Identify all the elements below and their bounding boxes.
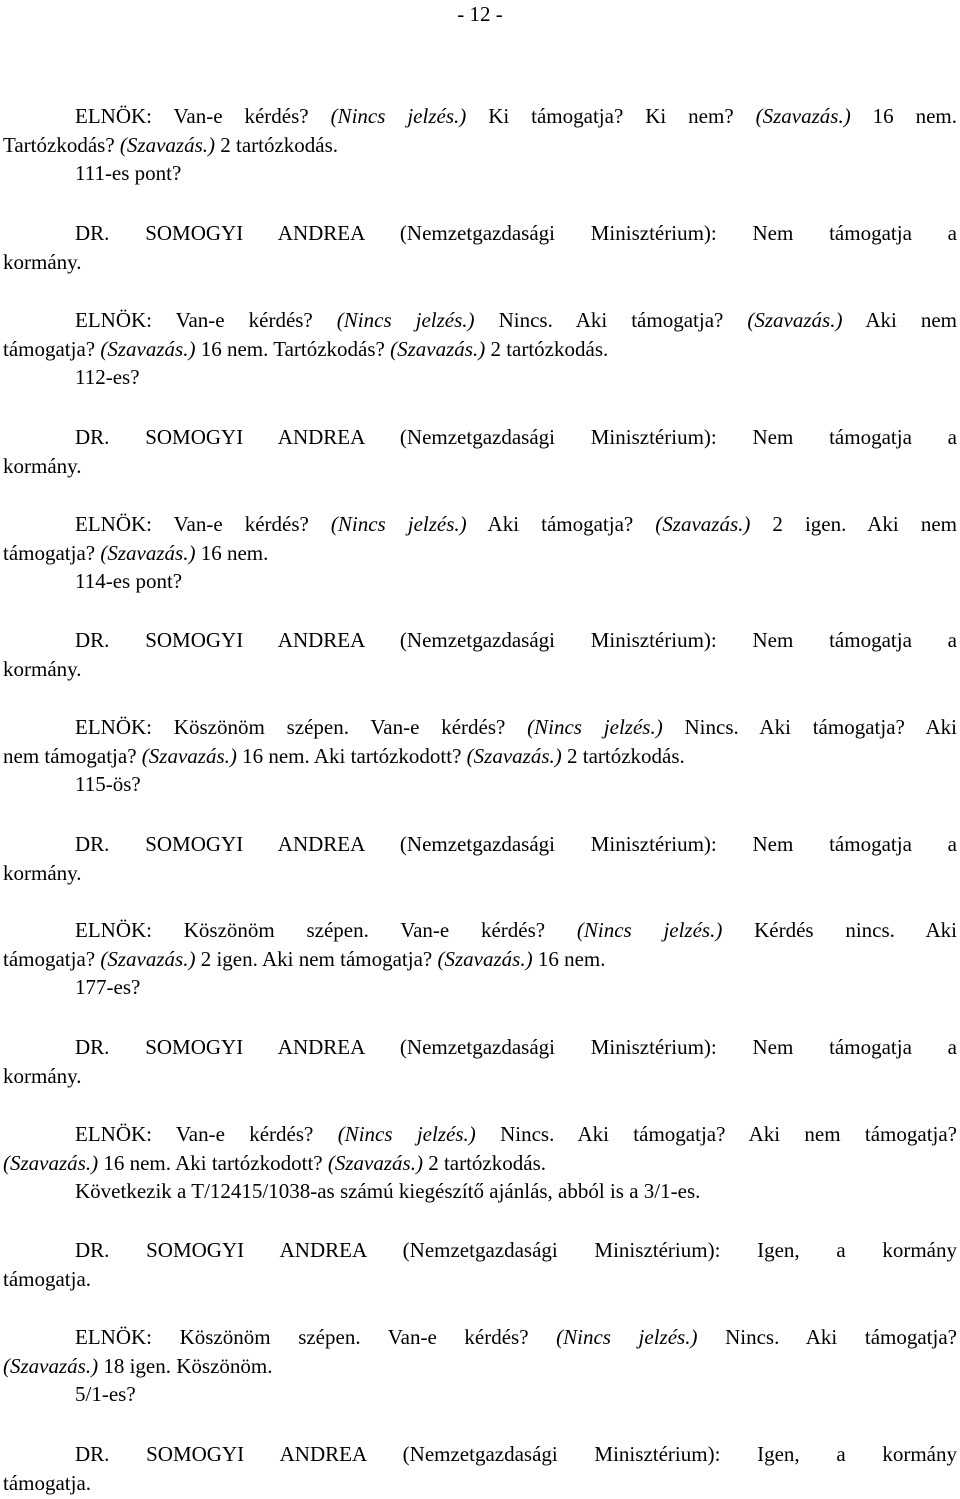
- text-line: [3, 1469, 957, 1498]
- text-line: [3, 306, 957, 335]
- text: DR. SOMOGYI ANDREA (Nemzetgazdasági Minisztérium): Nem támogatja a: [75, 832, 957, 856]
- text-line: [3, 452, 957, 481]
- text-line: [3, 1177, 957, 1206]
- text-line: [3, 1352, 957, 1381]
- text: kormány.: [3, 1063, 82, 1088]
- text: támogatja?: [3, 336, 101, 361]
- text-line: [3, 859, 957, 888]
- text: 16 nem. Aki tartózkodott?: [98, 1150, 328, 1175]
- italic-text: (Szavazás.): [3, 1150, 99, 1175]
- text: 16 nem.: [850, 104, 957, 128]
- text-line: [3, 1440, 957, 1469]
- italic-text: (Szavazás.): [747, 308, 843, 332]
- text-line: [3, 973, 957, 1002]
- italic-text: (Szavazás.): [100, 946, 196, 971]
- italic-text: (Szavazás.): [437, 946, 533, 971]
- text: DR. SOMOGYI ANDREA (Nemzetgazdasági Minisztérium): Igen, a kormány: [75, 1238, 957, 1262]
- italic-text: (Szavazás.): [327, 1150, 423, 1175]
- text-line: [3, 102, 957, 131]
- text-line: [3, 830, 957, 859]
- italic-text: (Szavazás.): [390, 336, 486, 361]
- paragraph: [3, 306, 957, 392]
- text: ELNÖK: Van-e kérdés?: [75, 104, 331, 128]
- text: nem támogatja?: [3, 743, 142, 768]
- text-line: [3, 159, 957, 188]
- text: Nincs. Aki támogatja? Aki nem támogatja?: [475, 1122, 958, 1146]
- text-line: [3, 131, 957, 160]
- text: Aki támogatja?: [466, 512, 656, 536]
- text-line: [3, 363, 957, 392]
- text: 2 tartózkodás.: [422, 1150, 546, 1175]
- text-line: [3, 626, 957, 655]
- text-line: [3, 248, 957, 277]
- text: Nincs. Aki támogatja?: [474, 308, 748, 332]
- text: 2 tartózkodás.: [485, 336, 609, 361]
- paragraph: [3, 713, 957, 799]
- text: 112-es?: [75, 365, 140, 390]
- text-line: [3, 1062, 957, 1091]
- text: kormány.: [3, 656, 82, 681]
- text: 5/1-es?: [75, 1382, 136, 1407]
- italic-text: (Szavazás.): [141, 743, 237, 768]
- text-line: [3, 1033, 957, 1062]
- text-line: [3, 539, 957, 568]
- paragraph: [3, 1323, 957, 1409]
- paragraph: [3, 1440, 957, 1497]
- text-line: [3, 423, 957, 452]
- text: támogatja.: [3, 1266, 92, 1291]
- text: DR. SOMOGYI ANDREA (Nemzetgazdasági Minisztérium): Nem támogatja a: [75, 425, 957, 449]
- text: Nincs. Aki támogatja?: [697, 1325, 957, 1349]
- italic-text: (Nincs jelzés.): [527, 715, 663, 739]
- text-line: [3, 655, 957, 684]
- paragraph: [3, 1120, 957, 1206]
- paragraph: [3, 830, 957, 887]
- italic-text: (Nincs jelzés.): [330, 512, 467, 536]
- text: Kérdés nincs. Aki: [722, 918, 957, 942]
- text: támogatja?: [3, 946, 101, 971]
- paragraph: [3, 1236, 957, 1293]
- text: ELNÖK: Van-e kérdés?: [75, 1122, 338, 1146]
- italic-text: (Szavazás.): [655, 512, 751, 536]
- italic-text: (Szavazás.): [100, 540, 196, 565]
- text: 115-ös?: [75, 772, 141, 797]
- text: DR. SOMOGYI ANDREA (Nemzetgazdasági Minisztérium): Nem támogatja a: [75, 1035, 957, 1059]
- text-line: [3, 510, 957, 539]
- italic-text: (Szavazás.): [119, 132, 215, 157]
- text: 16 nem.: [195, 540, 269, 565]
- text: 16 nem.: [532, 946, 606, 971]
- paragraph: [3, 626, 957, 683]
- text-line: [3, 916, 957, 945]
- text: DR. SOMOGYI ANDREA (Nemzetgazdasági Minisztérium): Igen, a kormány: [75, 1442, 957, 1466]
- text: Következik a T/12415/1038-as számú kiegészítő ajánlás, abból is a 3/1-es.: [75, 1179, 701, 1204]
- page-number: - 12 -: [457, 2, 503, 26]
- text: Tartózkodás?: [3, 132, 120, 157]
- text-line: [3, 945, 957, 974]
- paragraph: [3, 916, 957, 1002]
- text: ELNÖK: Köszönöm szépen. Van-e kérdés?: [75, 715, 528, 739]
- text-line: [3, 219, 957, 248]
- italic-text: (Szavazás.): [3, 1353, 99, 1378]
- text: 111-es pont?: [75, 161, 182, 186]
- text: támogatja.: [3, 1470, 92, 1495]
- paragraph: [3, 102, 957, 188]
- text: ELNÖK: Köszönöm szépen. Van-e kérdés?: [75, 918, 577, 942]
- text: DR. SOMOGYI ANDREA (Nemzetgazdasági Minisztérium): Nem támogatja a: [75, 628, 957, 652]
- paragraph: [3, 510, 957, 596]
- text: Nincs. Aki támogatja? Aki: [662, 715, 957, 739]
- text: 2 igen. Aki nem támogatja?: [195, 946, 438, 971]
- text: kormány.: [3, 453, 82, 478]
- text-line: [3, 1149, 957, 1178]
- text: Aki nem: [842, 308, 957, 332]
- text: ELNÖK: Van-e kérdés?: [75, 512, 331, 536]
- text: 2 tartózkodás.: [214, 132, 339, 157]
- text-line: [3, 1380, 957, 1409]
- text-line: [3, 742, 957, 771]
- text-line: [3, 713, 957, 742]
- text: 16 nem. Tartózkodás?: [195, 336, 391, 361]
- text-line: [3, 1323, 957, 1352]
- text: 177-es?: [75, 975, 141, 1000]
- text-line: [3, 1265, 957, 1294]
- text: kormány.: [3, 249, 82, 274]
- italic-text: (Nincs jelzés.): [337, 1122, 476, 1146]
- text: Ki támogatja? Ki nem?: [466, 104, 756, 128]
- paragraph: [3, 423, 957, 480]
- italic-text: (Nincs jelzés.): [336, 308, 475, 332]
- italic-text: (Nincs jelzés.): [330, 104, 467, 128]
- text: 2 igen. Aki nem: [750, 512, 957, 536]
- text-line: [3, 770, 957, 799]
- text: ELNÖK: Van-e kérdés?: [75, 308, 337, 332]
- paragraph: [3, 1033, 957, 1090]
- text: kormány.: [3, 860, 82, 885]
- text-line: [3, 1120, 957, 1149]
- text: 18 igen. Köszönöm.: [98, 1353, 273, 1378]
- italic-text: (Szavazás.): [755, 104, 851, 128]
- paragraph: [3, 219, 957, 276]
- italic-text: (Szavazás.): [100, 336, 196, 361]
- text: 114-es pont?: [75, 569, 183, 594]
- italic-text: (Nincs jelzés.): [556, 1325, 698, 1349]
- text-line: [3, 1236, 957, 1265]
- text: DR. SOMOGYI ANDREA (Nemzetgazdasági Minisztérium): Nem támogatja a: [75, 221, 957, 245]
- text: támogatja?: [3, 540, 101, 565]
- text: ELNÖK: Köszönöm szépen. Van-e kérdés?: [75, 1325, 557, 1349]
- text-line: [3, 335, 957, 364]
- text-line: [3, 567, 957, 596]
- text: 16 nem. Aki tartózkodott?: [236, 743, 467, 768]
- italic-text: (Nincs jelzés.): [576, 918, 723, 942]
- italic-text: (Szavazás.): [466, 743, 562, 768]
- text: 2 tartózkodás.: [561, 743, 685, 768]
